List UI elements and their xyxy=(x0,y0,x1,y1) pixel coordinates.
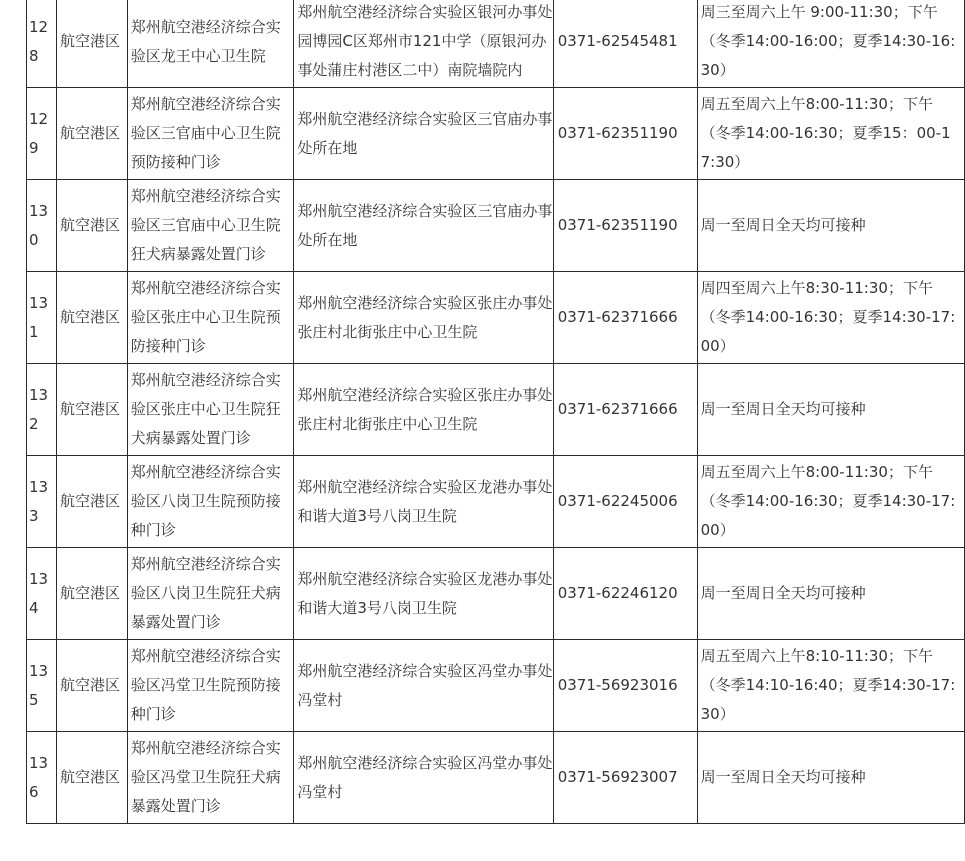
phone-cell: 0371-62246120 xyxy=(553,548,697,640)
table-row xyxy=(27,0,965,88)
clinic-table xyxy=(26,0,965,824)
hours-cell: 周五至周六上午8:00-11:30；下午（冬季14:00-16:30；夏季14:30-17:00） xyxy=(697,456,964,548)
table-row xyxy=(27,456,965,548)
phone-cell: 0371-62545481 xyxy=(553,0,697,88)
clinic-name-cell: 郑州航空港经济综合实验区八岗卫生院预防接种门诊 xyxy=(127,456,294,548)
address-cell: 郑州航空港经济综合实验区龙港办事处和谐大道3号八岗卫生院 xyxy=(294,548,553,640)
phone-cell: 0371-62371666 xyxy=(553,364,697,456)
district-cell: 航空港区 xyxy=(56,272,127,364)
clinic-name-cell: 郑州航空港经济综合实验区三官庙中心卫生院狂犬病暴露处置门诊 xyxy=(127,180,294,272)
district-cell: 航空港区 xyxy=(56,180,127,272)
table-row xyxy=(27,732,965,824)
clinic-name-cell: 郑州航空港经济综合实验区冯堂卫生院狂犬病暴露处置门诊 xyxy=(127,732,294,824)
district-cell: 航空港区 xyxy=(56,640,127,732)
hours-cell: 周五至周六上午8:10-11:30；下午（冬季14:10-16:40；夏季14:30-17:30） xyxy=(697,640,964,732)
row-number: 136 xyxy=(27,732,57,824)
hours-cell: 周五至周六上午8:00-11:30；下午（冬季14:00-16:30；夏季15：00-17:30） xyxy=(697,88,964,180)
hours-cell: 周一至周日全天均可接种 xyxy=(697,732,964,824)
hours-cell: 周四至周六上午8:30-11:30；下午（冬季14:00-16:30；夏季14:30-17:00） xyxy=(697,272,964,364)
address-cell: 郑州航空港经济综合实验区冯堂办事处冯堂村 xyxy=(294,732,553,824)
table-row xyxy=(27,364,965,456)
district-cell: 航空港区 xyxy=(56,456,127,548)
phone-cell: 0371-56923007 xyxy=(553,732,697,824)
clinic-name-cell: 郑州航空港经济综合实验区张庄中心卫生院狂犬病暴露处置门诊 xyxy=(127,364,294,456)
address-cell: 郑州航空港经济综合实验区三官庙办事处所在地 xyxy=(294,88,553,180)
clinic-table-body xyxy=(27,0,965,824)
hours-cell: 周三至周六上午 9:00-11:30；下午（冬季14:00-16:00；夏季14:30-16:30） xyxy=(697,0,964,88)
row-number: 135 xyxy=(27,640,57,732)
phone-cell: 0371-62351190 xyxy=(553,88,697,180)
row-number: 131 xyxy=(27,272,57,364)
address-cell: 郑州航空港经济综合实验区张庄办事处张庄村北街张庄中心卫生院 xyxy=(294,272,553,364)
table-row xyxy=(27,88,965,180)
phone-cell: 0371-62245006 xyxy=(553,456,697,548)
row-number: 132 xyxy=(27,364,57,456)
table-row xyxy=(27,180,965,272)
district-cell: 航空港区 xyxy=(56,732,127,824)
address-cell: 郑州航空港经济综合实验区银河办事处园博园C区郑州市121中学（原银河办事处蒲庄村港区二中）南院墙院内 xyxy=(294,0,553,88)
table-row xyxy=(27,272,965,364)
clinic-name-cell: 郑州航空港经济综合实验区龙王中心卫生院 xyxy=(127,0,294,88)
clinic-name-cell: 郑州航空港经济综合实验区三官庙中心卫生院预防接种门诊 xyxy=(127,88,294,180)
table-row xyxy=(27,548,965,640)
hours-cell: 周一至周日全天均可接种 xyxy=(697,548,964,640)
row-number: 130 xyxy=(27,180,57,272)
row-number: 129 xyxy=(27,88,57,180)
address-cell: 郑州航空港经济综合实验区三官庙办事处所在地 xyxy=(294,180,553,272)
phone-cell: 0371-62371666 xyxy=(553,272,697,364)
hours-cell: 周一至周日全天均可接种 xyxy=(697,180,964,272)
table-row xyxy=(27,640,965,732)
row-number: 128 xyxy=(27,0,57,88)
district-cell: 航空港区 xyxy=(56,364,127,456)
district-cell: 航空港区 xyxy=(56,88,127,180)
phone-cell: 0371-62351190 xyxy=(553,180,697,272)
clinic-name-cell: 郑州航空港经济综合实验区张庄中心卫生院预防接种门诊 xyxy=(127,272,294,364)
district-cell: 航空港区 xyxy=(56,0,127,88)
hours-cell: 周一至周日全天均可接种 xyxy=(697,364,964,456)
row-number: 133 xyxy=(27,456,57,548)
district-cell: 航空港区 xyxy=(56,548,127,640)
address-cell: 郑州航空港经济综合实验区张庄办事处张庄村北街张庄中心卫生院 xyxy=(294,364,553,456)
clinic-name-cell: 郑州航空港经济综合实验区冯堂卫生院预防接种门诊 xyxy=(127,640,294,732)
clinic-name-cell: 郑州航空港经济综合实验区八岗卫生院狂犬病暴露处置门诊 xyxy=(127,548,294,640)
address-cell: 郑州航空港经济综合实验区龙港办事处和谐大道3号八岗卫生院 xyxy=(294,456,553,548)
row-number: 134 xyxy=(27,548,57,640)
phone-cell: 0371-56923016 xyxy=(553,640,697,732)
address-cell: 郑州航空港经济综合实验区冯堂办事处冯堂村 xyxy=(294,640,553,732)
